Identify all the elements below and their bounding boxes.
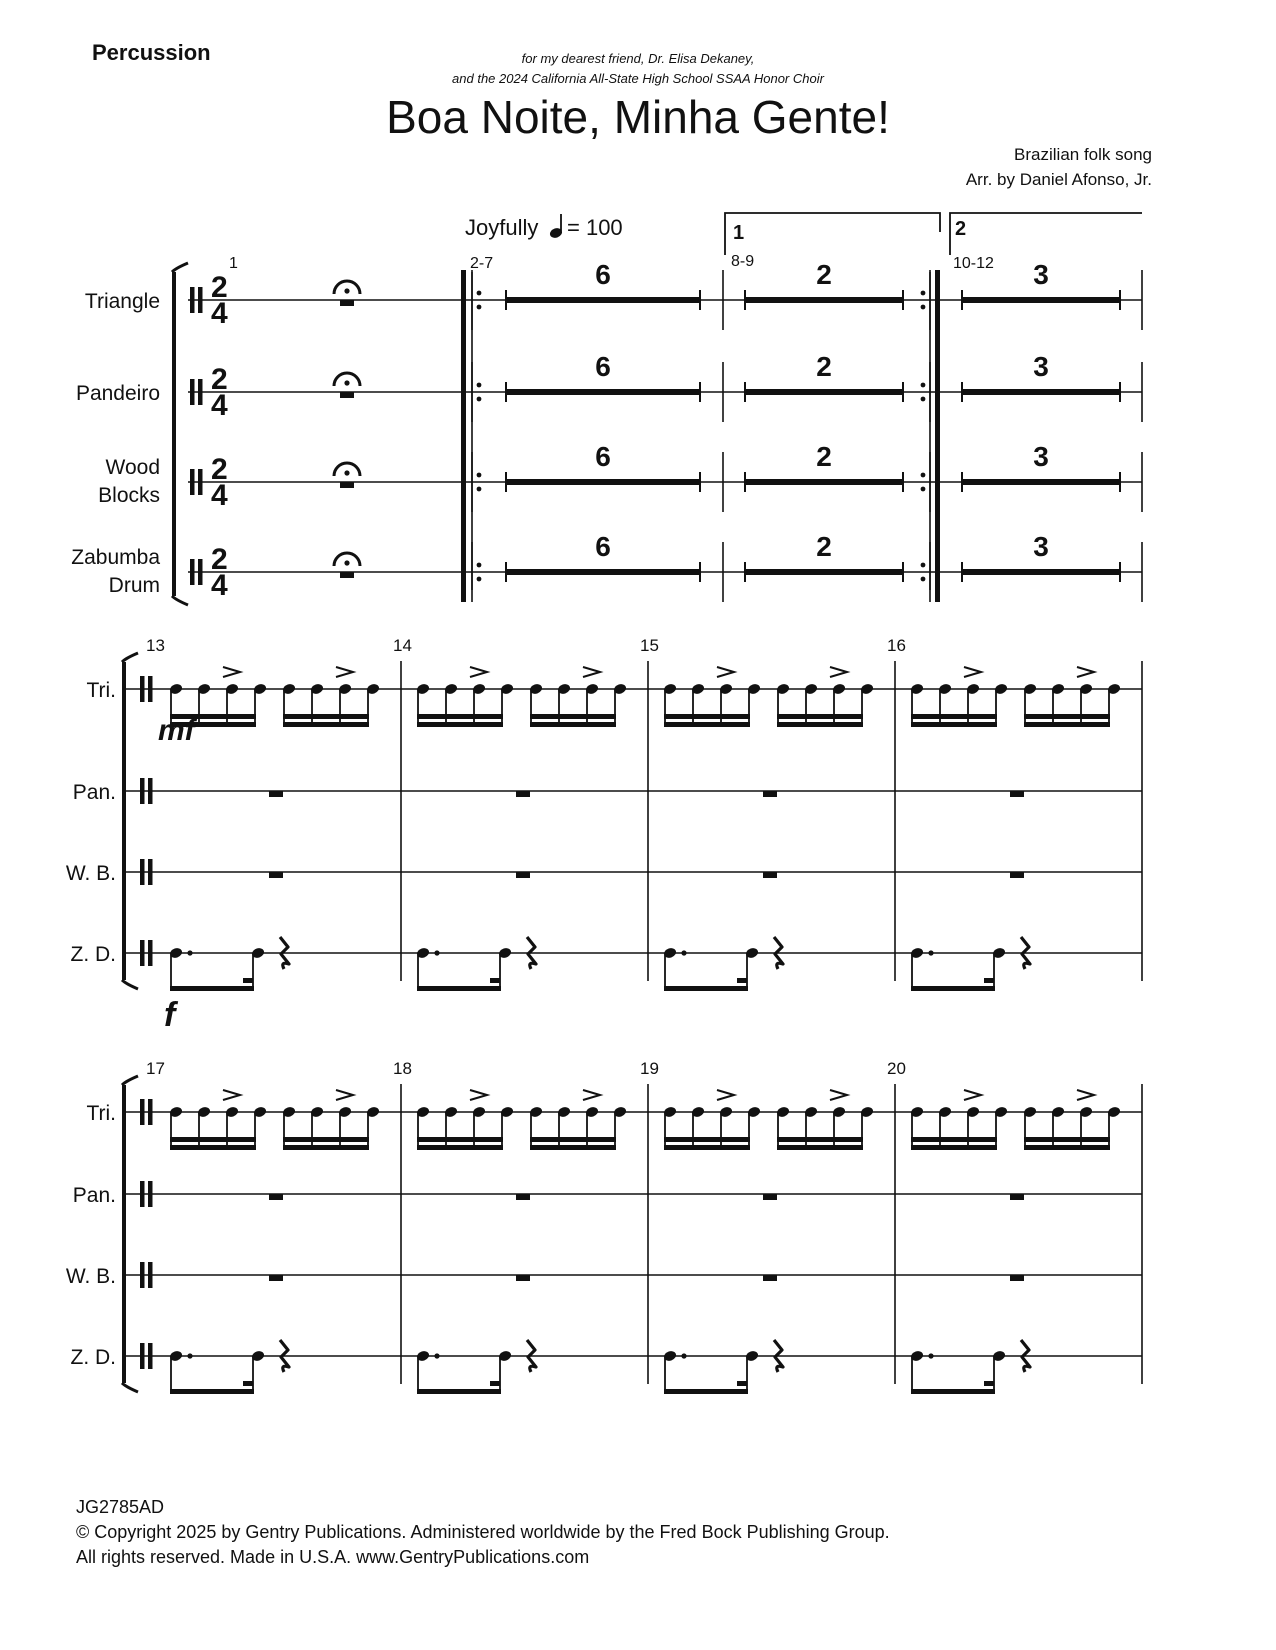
percussion-clef-icon	[190, 287, 195, 313]
repeat-start-thick-bar	[461, 272, 466, 590]
multi-measure-rest-count: 6	[595, 441, 611, 472]
accent-icon	[830, 1090, 847, 1100]
repeat-dot-icon	[921, 577, 926, 582]
repeat-dot-icon	[921, 397, 926, 402]
beam	[664, 722, 750, 727]
percussion-clef-icon	[190, 559, 195, 585]
accent-icon	[717, 1090, 734, 1100]
copyright-line: © Copyright 2025 by Gentry Publications. Administered worldwide by the Fred Bock Publishing Group.	[76, 1522, 890, 1542]
measure-number: 20	[887, 1059, 906, 1078]
dot-icon	[434, 950, 439, 955]
composer-credit: Brazilian folk song	[1014, 145, 1152, 164]
instrument-abbrev: W. B.	[65, 862, 116, 885]
whole-rest-icon	[1010, 791, 1024, 797]
measure-number: 18	[393, 1059, 412, 1078]
whole-rest-icon	[269, 791, 283, 797]
instrument-abbrev: Pan.	[72, 781, 116, 804]
bracket-hook	[172, 263, 188, 272]
whole-rest-icon	[516, 1194, 530, 1200]
whole-rest-icon	[269, 1275, 283, 1281]
dot-icon	[187, 950, 192, 955]
multi-measure-rest-count: 3	[1033, 531, 1049, 562]
whole-rest-icon	[763, 872, 777, 878]
instrument-abbrev: Z. D.	[70, 943, 116, 966]
repeat-dot-icon	[921, 473, 926, 478]
percussion-clef-icon	[148, 859, 153, 885]
repeat-end-thick-bar	[935, 272, 940, 590]
measure-number: 14	[393, 636, 412, 655]
dedication-line-2: and the 2024 California All-State High School SSAA Honor Choir	[452, 71, 824, 86]
beam	[283, 722, 369, 727]
fermata-dot-icon	[344, 470, 349, 475]
percussion-clef-icon	[148, 676, 153, 702]
beam	[984, 1381, 994, 1386]
dot-icon	[434, 1353, 439, 1358]
beam	[243, 978, 253, 983]
whole-rest-icon	[1010, 1275, 1024, 1281]
percussion-clef-icon	[140, 1099, 145, 1125]
percussion-clef-icon	[140, 676, 145, 702]
repeat-dot-icon	[477, 305, 482, 310]
beam	[170, 1137, 256, 1142]
fermata-dot-icon	[344, 560, 349, 565]
beam	[417, 714, 503, 719]
time-signature-bottom: 4	[211, 479, 228, 512]
dedication-line-1: for my dearest friend, Dr. Elisa Dekaney,	[521, 51, 755, 66]
beam	[777, 722, 863, 727]
beam	[911, 986, 995, 991]
measure-number: 1	[229, 255, 238, 272]
beam	[664, 1137, 750, 1142]
beam	[283, 1137, 369, 1142]
whole-rest-icon	[269, 872, 283, 878]
accent-icon	[964, 667, 981, 677]
accent-icon	[717, 667, 734, 677]
measure-range: 8-9	[731, 253, 755, 270]
beam	[911, 722, 997, 727]
volta-bracket-2	[950, 213, 1142, 255]
bracket-hook	[122, 653, 138, 662]
percussion-clef-icon	[148, 1099, 153, 1125]
percussion-clef-icon	[148, 1181, 153, 1207]
rights-line: All rights reserved. Made in U.S.A. www.GentryPublications.com	[76, 1547, 590, 1567]
measure-number: 13	[146, 636, 165, 655]
instrument-abbrev: Pan.	[72, 1184, 116, 1207]
beam	[283, 714, 369, 719]
beam	[490, 978, 500, 983]
accent-icon	[830, 667, 847, 677]
beam	[664, 986, 748, 991]
multi-measure-rest-count: 2	[816, 259, 832, 290]
instrument-name-wood-blocks: Wood	[105, 456, 160, 479]
beam	[777, 714, 863, 719]
repeat-dot-icon	[477, 577, 482, 582]
whole-rest-icon	[763, 1275, 777, 1281]
beam	[417, 1389, 501, 1394]
measure-number: 19	[640, 1059, 659, 1078]
beam	[417, 986, 501, 991]
dot-icon	[681, 950, 686, 955]
beam	[664, 1389, 748, 1394]
volta-number-2: 2	[955, 218, 967, 240]
whole-rest-icon	[340, 300, 354, 306]
beam	[243, 1381, 253, 1386]
percussion-clef-icon	[140, 859, 145, 885]
time-signature-bottom: 4	[211, 389, 228, 422]
percussion-clef-icon	[148, 1343, 153, 1369]
beam	[777, 1137, 863, 1142]
catalog-code: JG2785AD	[76, 1497, 165, 1517]
percussion-clef-icon	[190, 379, 195, 405]
dot-icon	[928, 1353, 933, 1358]
multi-measure-rest	[962, 389, 1120, 395]
dynamic-mf: mf	[158, 714, 195, 747]
measure-range: 2-7	[470, 255, 494, 272]
accent-icon	[336, 1090, 353, 1100]
system-bracket	[122, 1085, 126, 1383]
percussion-clef-icon	[140, 1262, 145, 1288]
whole-rest-icon	[1010, 872, 1024, 878]
accent-icon	[336, 667, 353, 677]
beam	[283, 1145, 369, 1150]
accent-icon	[470, 667, 487, 677]
beam	[664, 714, 750, 719]
bracket-hook	[172, 596, 188, 605]
system-bracket	[122, 662, 126, 980]
beam	[530, 1137, 616, 1142]
repeat-dot-icon	[477, 563, 482, 568]
whole-rest-icon	[516, 791, 530, 797]
beam	[984, 978, 994, 983]
beam	[737, 978, 747, 983]
multi-measure-rest	[506, 389, 700, 395]
accent-icon	[583, 667, 600, 677]
beam	[530, 1145, 616, 1150]
instrument-name-zabumba-drum: Zabumba	[71, 546, 160, 569]
whole-rest-icon	[340, 572, 354, 578]
accent-icon	[223, 1090, 240, 1100]
accent-icon	[964, 1090, 981, 1100]
whole-rest-icon	[516, 872, 530, 878]
volta-number-1: 1	[733, 222, 745, 244]
multi-measure-rest	[745, 389, 903, 395]
tempo-value: = 100	[567, 215, 623, 240]
multi-measure-rest	[506, 479, 700, 485]
beam	[170, 986, 254, 991]
measure-range: 10-12	[953, 255, 994, 272]
beam	[911, 1137, 997, 1142]
repeat-dot-icon	[477, 473, 482, 478]
beam	[417, 1145, 503, 1150]
instrument-name-zabumba-drum: Drum	[108, 574, 160, 597]
beam	[911, 1145, 997, 1150]
dot-icon	[187, 1353, 192, 1358]
accent-icon	[470, 1090, 487, 1100]
multi-measure-rest-count: 3	[1033, 351, 1049, 382]
time-signature-top: 2	[211, 543, 228, 576]
instrument-abbrev: Tri.	[86, 679, 116, 702]
instrument-name-triangle: Triangle	[84, 290, 160, 313]
part-label: Percussion	[92, 40, 211, 65]
beam	[490, 1381, 500, 1386]
dynamic-f: f	[164, 996, 176, 1034]
beam	[530, 714, 616, 719]
percussion-clef-icon	[148, 1262, 153, 1288]
percussion-clef-icon	[148, 940, 153, 966]
accent-icon	[1077, 667, 1094, 677]
repeat-dot-icon	[921, 383, 926, 388]
multi-measure-rest-count: 2	[816, 441, 832, 472]
multi-measure-rest	[745, 297, 903, 303]
whole-rest-icon	[340, 482, 354, 488]
beam	[530, 722, 616, 727]
multi-measure-rest	[506, 569, 700, 575]
percussion-clef-icon	[198, 559, 203, 585]
instrument-abbrev: W. B.	[65, 1265, 116, 1288]
repeat-dot-icon	[921, 563, 926, 568]
beam	[417, 722, 503, 727]
beam	[1024, 1145, 1110, 1150]
percussion-clef-icon	[140, 1343, 145, 1369]
repeat-dot-icon	[477, 487, 482, 492]
percussion-clef-icon	[148, 778, 153, 804]
multi-measure-rest	[962, 297, 1120, 303]
multi-measure-rest-count: 3	[1033, 441, 1049, 472]
accent-icon	[583, 1090, 600, 1100]
percussion-clef-icon	[198, 469, 203, 495]
instrument-name-wood-blocks: Blocks	[98, 484, 160, 507]
beam	[170, 1145, 256, 1150]
repeat-dot-icon	[477, 397, 482, 402]
time-signature-top: 2	[211, 453, 228, 486]
beam	[737, 1381, 747, 1386]
whole-rest-icon	[269, 1194, 283, 1200]
repeat-dot-icon	[921, 291, 926, 296]
repeat-dot-icon	[477, 291, 482, 296]
instrument-abbrev: Tri.	[86, 1102, 116, 1125]
accent-icon	[223, 667, 240, 677]
tempo-text: Joyfully	[465, 215, 539, 240]
system-3	[66, 1059, 1142, 1394]
percussion-clef-icon	[140, 778, 145, 804]
whole-rest-icon	[516, 1275, 530, 1281]
time-signature-bottom: 4	[211, 569, 228, 602]
bracket-hook	[122, 1076, 138, 1085]
time-signature-top: 2	[211, 363, 228, 396]
instrument-name-pandeiro: Pandeiro	[75, 382, 160, 405]
multi-measure-rest	[745, 479, 903, 485]
percussion-clef-icon	[140, 1181, 145, 1207]
time-signature-bottom: 4	[211, 297, 228, 330]
repeat-dot-icon	[921, 487, 926, 492]
multi-measure-rest-count: 2	[816, 351, 832, 382]
multi-measure-rest-count: 6	[595, 351, 611, 382]
fermata-dot-icon	[344, 288, 349, 293]
percussion-clef-icon	[140, 940, 145, 966]
arranger-credit: Arr. by Daniel Afonso, Jr.	[965, 170, 1152, 189]
multi-measure-rest-count: 6	[595, 531, 611, 562]
multi-measure-rest	[506, 297, 700, 303]
multi-measure-rest	[962, 479, 1120, 485]
beam	[1024, 714, 1110, 719]
multi-measure-rest-count: 3	[1033, 259, 1049, 290]
whole-rest-icon	[763, 791, 777, 797]
beam	[777, 1145, 863, 1150]
percussion-clef-icon	[198, 287, 203, 313]
accent-icon	[1077, 1090, 1094, 1100]
measure-number: 15	[640, 636, 659, 655]
system-1	[71, 213, 1142, 605]
bracket-hook	[122, 1383, 138, 1392]
beam	[911, 714, 997, 719]
bracket-hook	[122, 980, 138, 989]
system-bracket	[172, 272, 176, 596]
dot-icon	[928, 950, 933, 955]
beam	[1024, 722, 1110, 727]
system-2	[66, 636, 1142, 1034]
time-signature-top: 2	[211, 271, 228, 304]
multi-measure-rest	[962, 569, 1120, 575]
percussion-clef-icon	[190, 469, 195, 495]
beam	[1024, 1137, 1110, 1142]
whole-rest-icon	[1010, 1194, 1024, 1200]
whole-rest-icon	[340, 392, 354, 398]
multi-measure-rest	[745, 569, 903, 575]
beam	[911, 1389, 995, 1394]
repeat-dot-icon	[921, 305, 926, 310]
beam	[664, 1145, 750, 1150]
fermata-dot-icon	[344, 380, 349, 385]
dot-icon	[681, 1353, 686, 1358]
measure-number: 17	[146, 1059, 165, 1078]
page-title: Boa Noite, Minha Gente!	[386, 91, 890, 143]
whole-rest-icon	[763, 1194, 777, 1200]
multi-measure-rest-count: 2	[816, 531, 832, 562]
repeat-dot-icon	[477, 383, 482, 388]
instrument-abbrev: Z. D.	[70, 1346, 116, 1369]
multi-measure-rest-count: 6	[595, 259, 611, 290]
volta-bracket-1	[725, 213, 940, 255]
beam	[170, 1389, 254, 1394]
percussion-clef-icon	[198, 379, 203, 405]
measure-number: 16	[887, 636, 906, 655]
beam	[417, 1137, 503, 1142]
